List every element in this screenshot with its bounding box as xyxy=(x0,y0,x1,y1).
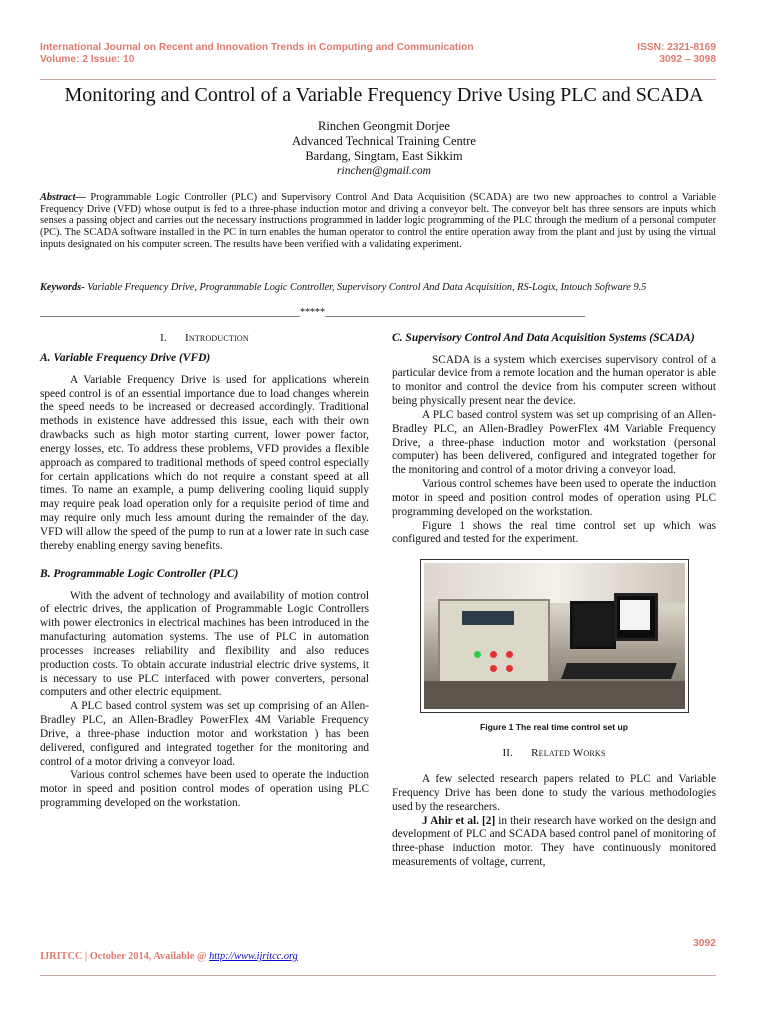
page-number: 3092 xyxy=(693,938,716,949)
right-column xyxy=(392,332,716,870)
section-heading-related-works: II. Related Works xyxy=(502,747,606,760)
control-setup-image xyxy=(424,563,685,709)
plc-panel xyxy=(438,599,550,687)
paragraph: A few selected research papers related to PLC and Variable Frequency Drive has been done to study the various methodologies used by the researchers. xyxy=(392,773,716,813)
subsection-heading-vfd: A. Variable Frequency Drive (VFD) xyxy=(40,351,211,364)
author-name: Rinchen Geongmit Dorjee xyxy=(318,119,450,133)
paragraph: A PLC based control system was set up comprising of an Allen-Bradley PLC, an Allen-Bradley PowerFlex 4M Variable Frequency Drive, a three-phase induction motor and workstation ) has been delivered, configured and integrated together for the monitoring and control of a motor driving a conveyor load. xyxy=(40,700,369,768)
keywords-text: Variable Frequency Drive, Programmable Logic Controller, Supervisory Control And Data Acquisition, RS-Logix, Intouch Software 9.5 xyxy=(84,282,647,293)
figure-caption: Figure 1 The real time control set up xyxy=(479,722,629,733)
journal-volume: Volume: 2 Issue: 10 xyxy=(40,54,135,65)
footer-divider xyxy=(40,975,716,976)
paper-title: Monitoring and Control of a Variable Frequency Drive Using PLC and SCADA xyxy=(64,84,704,106)
paragraph: Various control schemes have been used to operate the induction motor in speed and position control modes of operation using PLC programming developed on the workstation. xyxy=(392,478,716,518)
paragraph: With the advent of technology and availability of motion control of electric drives, the application of Programmable Logic Controllers with power electronics in electrical machines has been introduced in the manufacturing automation systems. The use of PLC in automation processes increases reliability and flexibility and also reduces production costs. To obtain accurate industrial electric drive systems, it is necessary to use PLC interfaced with power converters, personal computers and other electric equipment. xyxy=(40,589,369,699)
journal-name: International Journal on Recent and Innovation Trends in Computing and Communication xyxy=(40,42,474,53)
figure-1-photo xyxy=(420,559,689,713)
journal-pages: 3092 – 3098 xyxy=(659,54,716,65)
keywords xyxy=(40,282,716,294)
subsection-heading-plc: B. Programmable Logic Controller (PLC) xyxy=(40,567,239,580)
section-separator: ____________________________________________________*****____________________________________________________ xyxy=(40,307,585,318)
abstract-label: Abstract— xyxy=(40,192,86,203)
header-divider xyxy=(40,79,716,80)
paragraph: Figure 1 shows the real time control set up which was configured and tested for the experiment. xyxy=(392,519,716,546)
paragraph: A Variable Frequency Drive is used for applications wherein speed control is of an essential importance due to load changes wherein the speed needs to be increased or decreased accordingly. Traditional methods in existence have addressed this issue, each with their own drawbacks such as high motor starting current, lower power factor, energy losses, etc. To address these problems, VFD provides a flexible approach as compared to traditional methods of speed control especially for certain applications which do not require a constant speed at all times. To name an example, a pump delivering cooling liquid supply may require peak load operation only for a requisite period of time and may require only much less amount during the remainder of the day. VFD will allow the speed of the pump to run at a lower rate in such case thereby enabling energy saving benefits. xyxy=(40,373,369,552)
journal-link[interactable]: http://www.ijritcc.org xyxy=(209,951,298,962)
abstract-text: Programmable Logic Controller (PLC) and Supervisory Control And Data Acquisition (SCADA) are two new approaches to control a Variable Frequency Drive (VFD) whose output is fed to a three-phase induction motor and driving a conveyor belt. The conveyor belt has three sensors are inputs which senses a passing object and carries out the necessary instructions programmed in ladder logic programming of the PLC through the medium of a personal computer (PC). The SCADA software installed in the PC in turn enables the human operator to control the entire operation away from the plant and just by using the virtual inputs designated on his computer screen. The results have been verified with a validating experiment. xyxy=(40,192,716,250)
subsection-heading-scada: C. Supervisory Control And Data Acquisition Systems (SCADA) xyxy=(392,332,695,344)
monitor xyxy=(570,601,616,649)
monitor xyxy=(614,593,658,641)
paragraph: SCADA is a system which exercises supervisory control of a particular device from a remote location and the human operator is able to monitor and control the device from his computer screen without being physically present near the device. xyxy=(392,353,716,408)
keywords-label: Keywords- xyxy=(40,282,85,293)
paragraph: Various control schemes have been used to operate the induction motor in speed and position control modes of operation using PLC programming developed on the workstation. xyxy=(40,769,369,810)
footer xyxy=(40,951,298,962)
author-location: Bardang, Singtam, East Sikkim xyxy=(305,149,463,163)
section-heading-introduction: I. Introduction xyxy=(160,332,249,344)
keyboard xyxy=(561,663,677,679)
paragraph: A PLC based control system was set up comprising of an Allen-Bradley PLC, an Allen-Bradley PowerFlex 4M Variable Frequency Drive, a three-phase induction motor and workstation (personal computer) has been delivered, configured and integrated together for the monitoring and control of a motor driving a conveyor load. xyxy=(392,408,716,477)
author-block xyxy=(0,119,768,179)
left-column xyxy=(40,332,369,811)
author-email[interactable]: rinchen@gmail.com xyxy=(337,165,431,177)
abstract xyxy=(40,192,716,251)
journal-issn: ISSN: 2321-8169 xyxy=(637,42,716,53)
paragraph: J Ahir et al. [2] in their research have worked on the design and development of PLC and SCADA based control panel of monitoring of three-phase induction motor. They have continuously monitored measurements of voltage, current, xyxy=(392,814,716,869)
author-affiliation: Advanced Technical Training Centre xyxy=(292,134,476,148)
citation-author: J Ahir et al. [2] xyxy=(422,814,496,827)
footer-text: IJRITCC | October 2014, Available @ xyxy=(40,951,210,962)
